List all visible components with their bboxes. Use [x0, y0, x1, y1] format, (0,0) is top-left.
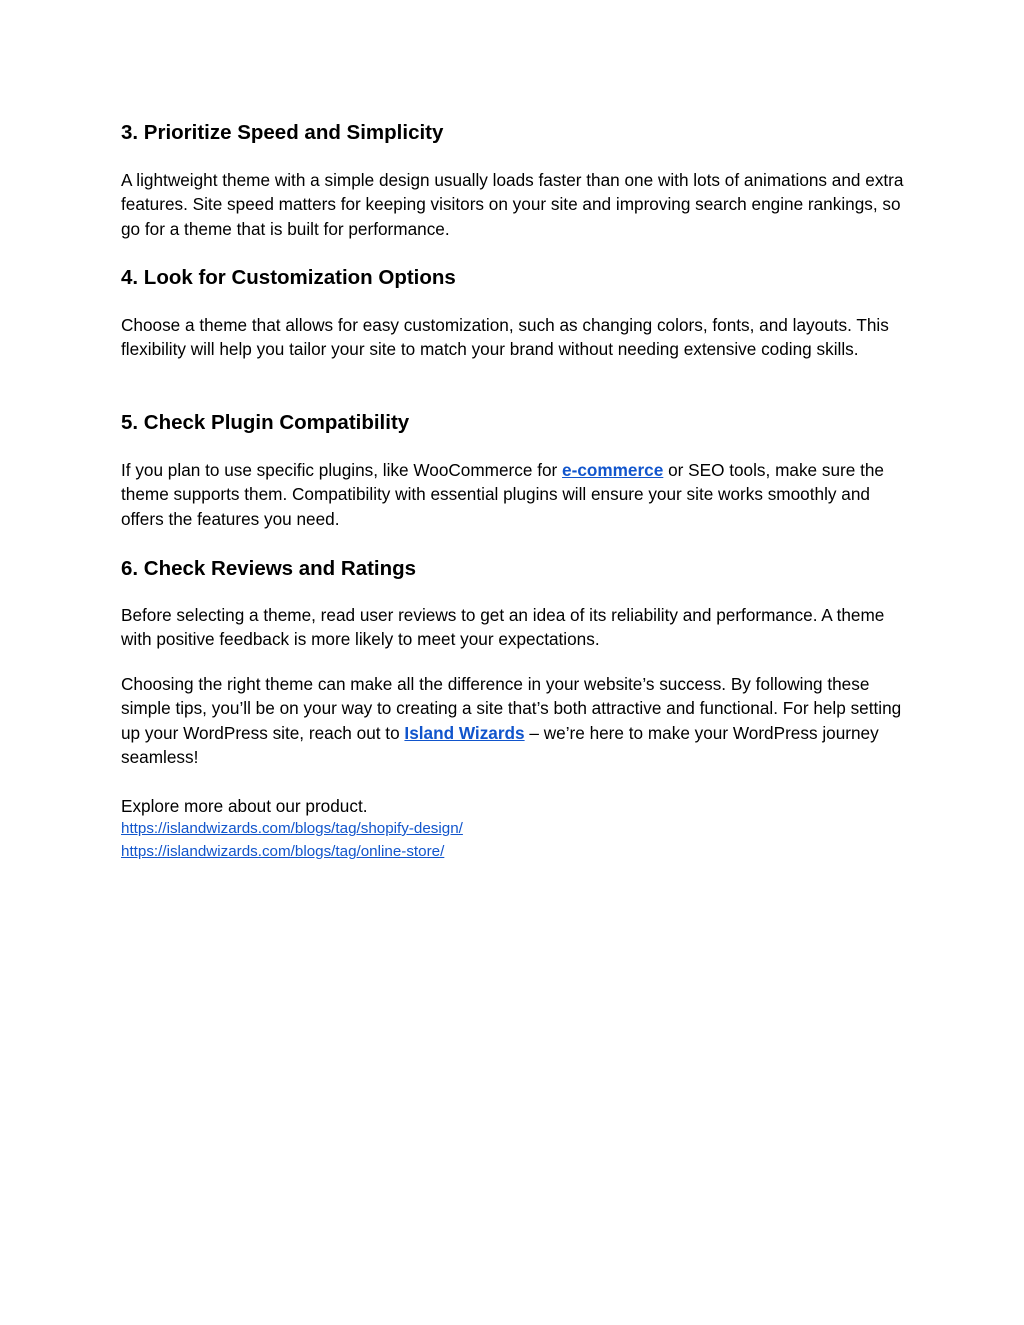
- section-body-customization: Choose a theme that allows for easy customization, such as changing colors, fonts, and layouts. This flexibility will help you tailor your site to match your brand without needing extensive coding skills.: [121, 315, 889, 360]
- online-store-link[interactable]: https://islandwizards.com/blogs/tag/online-store/: [121, 843, 445, 860]
- section-heading-speed: 3. Prioritize Speed and Simplicity: [121, 121, 444, 144]
- section-heading-customization: 4. Look for Customization Options: [121, 266, 456, 289]
- ecommerce-link[interactable]: e-commerce: [562, 460, 664, 480]
- section-body-reviews: Before selecting a theme, read user reviews to get an idea of its reliability and performance. A theme with positive feedback is more likely to meet your expectations.: [121, 605, 885, 650]
- island-wizards-link[interactable]: Island Wizards: [404, 722, 525, 743]
- plugins-text-after: or SEO tools, make sure the theme supports them. Compatibility with essential plugins will ensure your site works smoothly and offers the features you need.: [121, 460, 884, 529]
- section-heading-reviews: 6. Check Reviews and Ratings: [121, 557, 417, 580]
- plugins-text-before: If you plan to use specific plugins, like WooCommerce for: [121, 460, 563, 480]
- conclusion-text-before: Choosing the right theme can make all the difference in your website’s success. By following these simple tips, you’ll be on your way to creating a site that’s both attractive and functional. For help setting up your WordPress site, reach out to: [121, 674, 902, 743]
- explore-text: Explore more about our product.: [121, 796, 368, 816]
- section-body-speed: A lightweight theme with a simple design usually loads faster than one with lots of animations and extra features. Site speed matters for keeping visitors on your site and improving search engine rankings, so go for a theme that is built for performance.: [121, 170, 904, 239]
- conclusion-paragraph: [121, 672, 911, 769]
- shopify-design-link[interactable]: https://islandwizards.com/blogs/tag/shopify-design/: [121, 820, 463, 837]
- section-body-plugins: [121, 458, 911, 531]
- conclusion-text-after: – we’re here to make your WordPress journey seamless!: [121, 722, 879, 767]
- section-heading-plugins: 5. Check Plugin Compatibility: [121, 411, 410, 434]
